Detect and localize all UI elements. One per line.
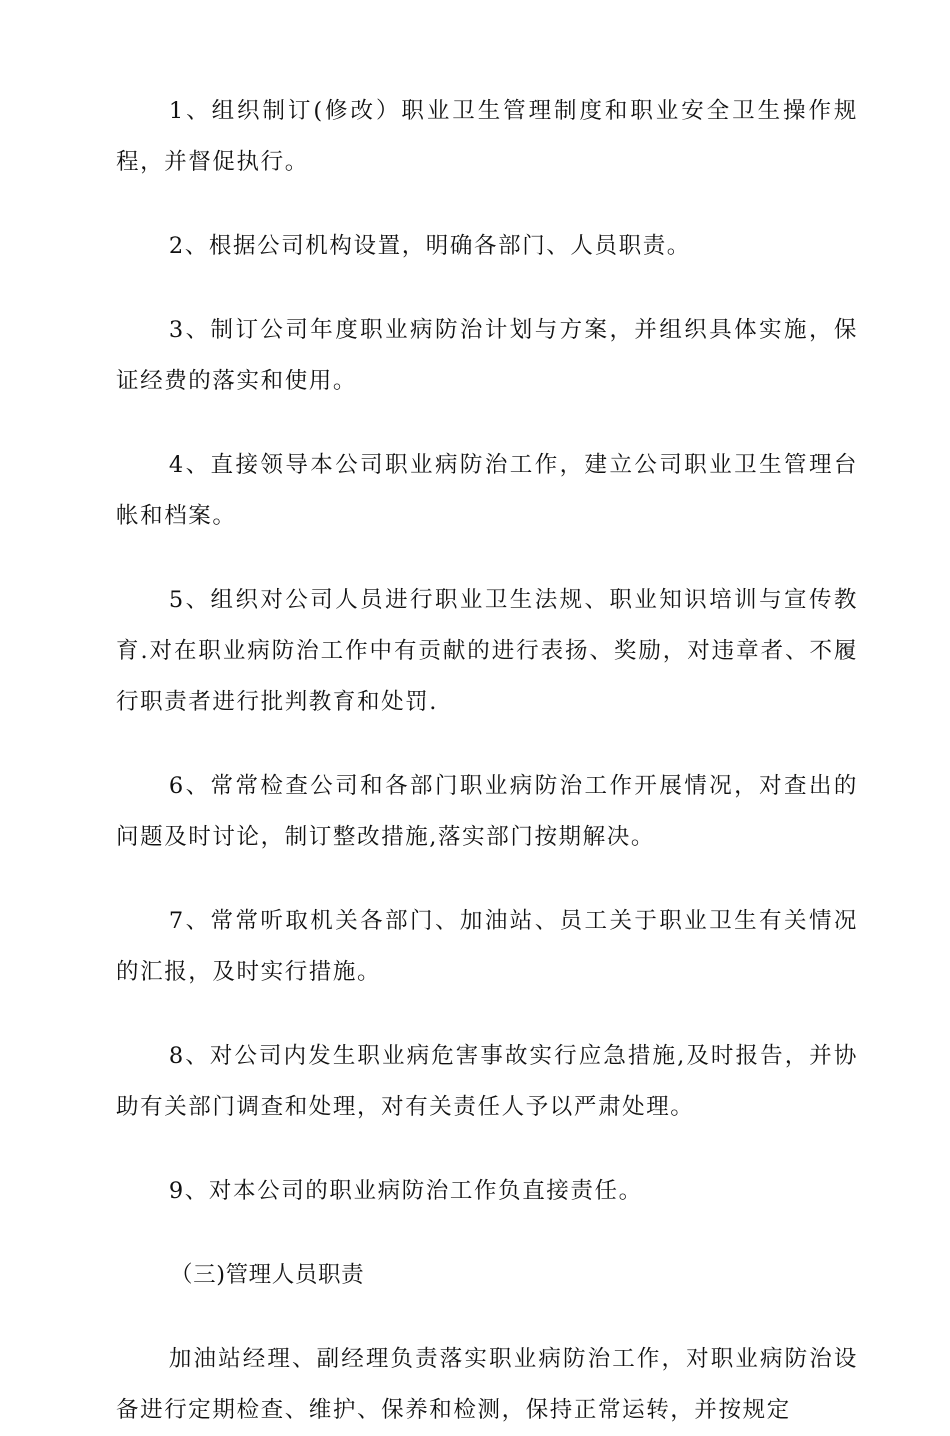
duty-item-5: 5、组织对公司人员进行职业卫生法规、职业知识培训与宣传教育.对在职业病防治工作中有贡献的进行表扬、奖励，对违章者、不履行职责者进行批判教育和处罚.	[116, 587, 858, 715]
duty-item-2: 2、根据公司机构设置，明确各部门、人员职责。	[168, 233, 691, 259]
duty-item-1: 1、组织制订(修改）职业卫生管理制度和职业安全卫生操作规程，并督促执行。	[116, 98, 858, 175]
duty-item-7: 7、常常听取机关各部门、加油站、员工关于职业卫生有关情况的汇报，及时实行措施。	[116, 908, 858, 985]
duty-item-8: 8、对公司内发生职业病危害事故实行应急措施,及时报告，并协助有关部门调查和处理，对有关责任人予以严肃处理。	[116, 1043, 858, 1120]
section-paragraph: 加油站经理、副经理负责落实职业病防治工作，对职业病防治设备进行定期检查、维护、保养和检测，保持正常运转，并按规定	[116, 1346, 858, 1423]
duty-item-9: 9、对本公司的职业病防治工作负直接责任。	[168, 1178, 643, 1204]
section-heading: （三)管理人员职责	[170, 1262, 365, 1288]
duty-item-3: 3、制订公司年度职业病防治计划与方案，并组织具体实施，保证经费的落实和使用。	[116, 317, 858, 394]
duty-item-6: 6、常常检查公司和各部门职业病防治工作开展情况，对查出的问题及时讨论，制订整改措施,落实部门按期解决。	[116, 773, 858, 850]
duty-item-4: 4、直接领导本公司职业病防治工作，建立公司职业卫生管理台帐和档案。	[116, 452, 858, 529]
